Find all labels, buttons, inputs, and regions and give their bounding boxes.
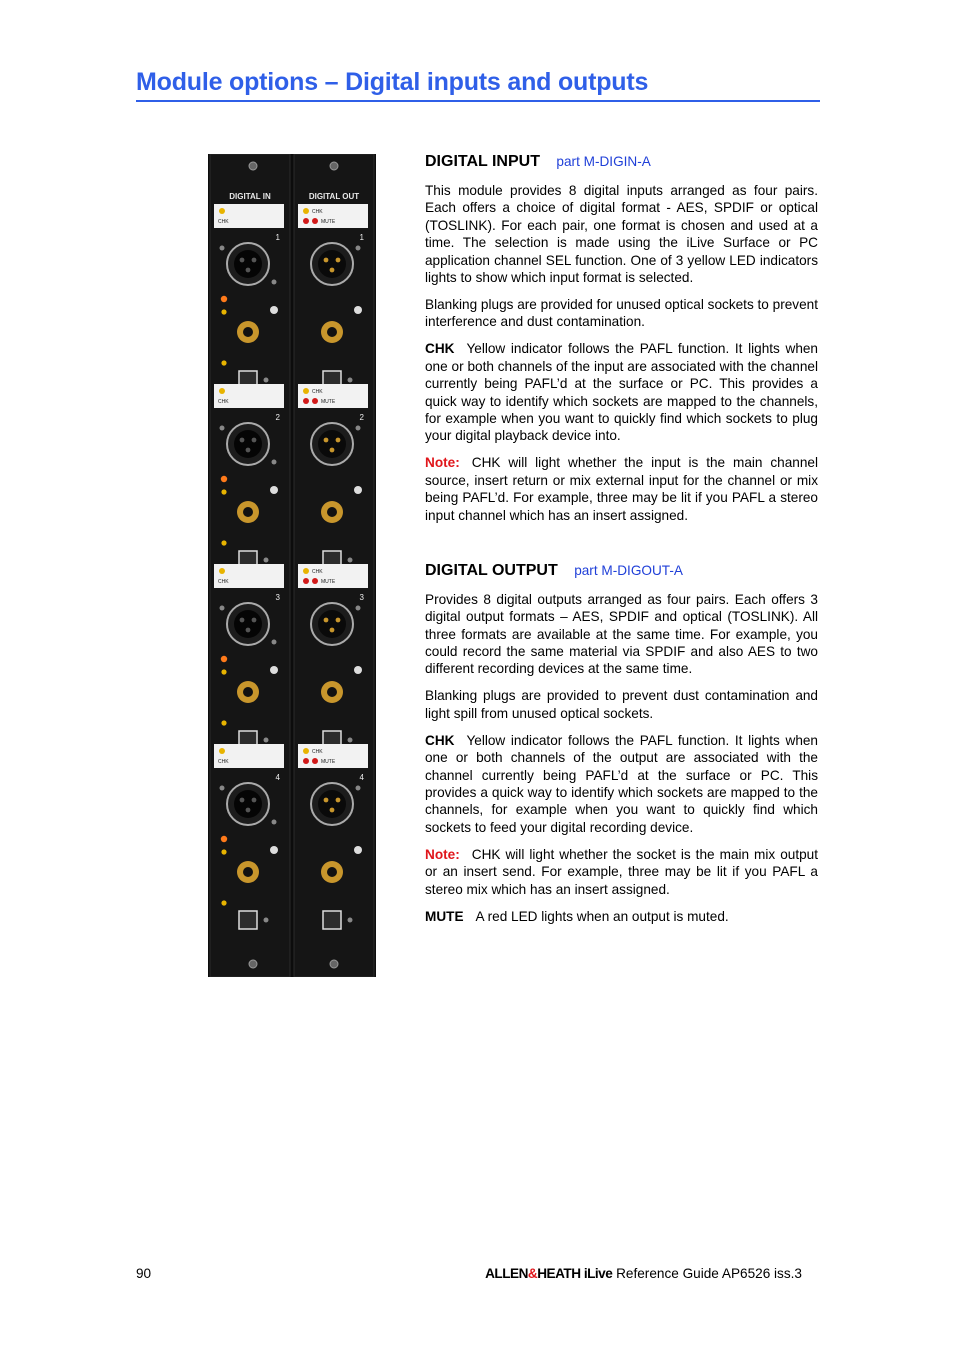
spdif-icon	[354, 846, 362, 854]
footer-reference	[485, 1266, 802, 1281]
channel-number: 4	[359, 773, 364, 782]
chk-led	[219, 388, 225, 394]
panel-screw	[348, 558, 353, 563]
panel-screw	[272, 460, 277, 465]
left-panel-label: DIGITAL IN	[229, 192, 271, 201]
panel-screw	[272, 280, 277, 285]
panel-screw	[264, 558, 269, 563]
panel-screw	[356, 426, 361, 431]
xlr-pin	[324, 798, 329, 803]
spdif-icon	[270, 846, 278, 854]
panel-screw	[356, 246, 361, 251]
xlr-pin	[336, 438, 341, 443]
channel-number: 4	[275, 773, 280, 782]
panel-screw	[272, 640, 277, 645]
panel-screw	[272, 820, 277, 825]
chk-led	[303, 208, 309, 214]
format-led	[221, 669, 226, 674]
mute-description: A red LED lights when an output is muted.	[475, 908, 729, 924]
panel-screw	[264, 738, 269, 743]
xlr-pin	[324, 438, 329, 443]
rca-input-center	[243, 327, 253, 337]
xlr-pin-hole	[240, 798, 245, 803]
chk-led	[219, 748, 225, 754]
channel-number: 1	[359, 233, 364, 242]
digital-output-note	[425, 846, 818, 898]
xlr-output-face	[318, 790, 346, 818]
chk-led	[303, 748, 309, 754]
digital-output-title: DIGITAL OUTPUT	[425, 561, 558, 579]
xlr-pin-hole	[246, 628, 251, 633]
right-panel-label: DIGITAL OUT	[308, 192, 360, 201]
xlr-pin-hole	[240, 258, 245, 263]
xlr-output-face	[318, 610, 346, 638]
chk-led	[303, 388, 309, 394]
xlr-pin	[336, 258, 341, 263]
format-led	[221, 656, 227, 662]
format-led	[221, 836, 227, 842]
format-led	[221, 540, 226, 545]
digital-output-chk	[425, 732, 818, 836]
panel-screw	[264, 918, 269, 923]
mute-label: MUTE	[321, 579, 336, 585]
note-label: Note:	[425, 846, 460, 862]
chk-led	[303, 568, 309, 574]
digital-output-intro: Provides 8 digital outputs arranged as four pairs. Each offers 3 digital output formats – AES, SPDIF and optical (TOSLINK). All three formats are available at the same time. For example, you could record the same material via SPDIF and also AES to two different recording devices at the same time.	[425, 591, 818, 677]
mute-led	[312, 758, 318, 764]
panel-screw	[330, 162, 338, 170]
mute-label: MUTE	[321, 219, 336, 225]
chk-label: CHK	[218, 759, 229, 765]
xlr-pin	[324, 618, 329, 623]
xlr-pin-hole	[240, 438, 245, 443]
xlr-pin-hole	[240, 618, 245, 623]
digital-output-heading	[425, 561, 818, 581]
digital-input-part-number: part M-DIGIN-A	[556, 154, 651, 169]
spdif-icon	[270, 666, 278, 674]
spdif-icon	[270, 306, 278, 314]
chk-label: CHK	[312, 569, 323, 575]
xlr-pin-hole	[246, 448, 251, 453]
format-led	[221, 849, 226, 854]
chk-term: CHK	[425, 732, 455, 748]
xlr-pin	[330, 628, 335, 633]
panel-screw	[330, 960, 338, 968]
mute-led	[303, 398, 309, 404]
channel-number: 3	[275, 593, 280, 602]
xlr-pin-hole	[252, 798, 257, 803]
page-number: 90	[136, 1266, 152, 1281]
mute-led	[312, 398, 318, 404]
note-text: CHK will light whether the socket is the main mix output or an insert send. For example, three may be lit if you PAFL a stereo mix which has an insert assigned.	[425, 846, 818, 897]
panel-screw	[348, 378, 353, 383]
xlr-pin-hole	[246, 808, 251, 813]
page-title: Module options – Digital inputs and outputs	[136, 66, 820, 102]
mute-led	[312, 218, 318, 224]
rca-input-center	[243, 867, 253, 877]
digital-input-blanking: Blanking plugs are provided for unused optical sockets to prevent interference and dust contamination.	[425, 297, 818, 330]
rca-output-center	[327, 687, 337, 697]
format-led	[221, 489, 226, 494]
spdif-icon	[354, 666, 362, 674]
mute-term: MUTE	[425, 908, 464, 924]
panel-screw	[220, 246, 225, 251]
spdif-icon	[270, 486, 278, 494]
chk-label: CHK	[218, 579, 229, 585]
xlr-pin-hole	[246, 268, 251, 273]
format-led	[221, 309, 226, 314]
content-column	[425, 152, 818, 935]
xlr-pin	[330, 808, 335, 813]
format-led	[221, 900, 226, 905]
rca-output-center	[327, 327, 337, 337]
mute-label: MUTE	[321, 399, 336, 405]
xlr-pin-hole	[252, 618, 257, 623]
panel-screw	[348, 918, 353, 923]
spdif-icon	[354, 306, 362, 314]
chk-term: CHK	[425, 341, 455, 357]
digital-input-note	[425, 454, 818, 524]
rca-input-center	[243, 687, 253, 697]
channel-number: 2	[359, 413, 364, 422]
format-led	[221, 720, 226, 725]
xlr-input-face	[234, 790, 262, 818]
brand-logo: ALLEN&HEATH iLive	[485, 1266, 613, 1281]
digital-input-chk	[425, 340, 818, 444]
spdif-icon	[354, 486, 362, 494]
digital-output-blanking: Blanking plugs are provided to prevent dust contamination and light spill from unused optical sockets.	[425, 688, 818, 721]
toslink-output-socket	[323, 911, 341, 929]
xlr-pin-hole	[252, 258, 257, 263]
digital-input-title: DIGITAL INPUT	[425, 153, 540, 170]
module-panels-illustration	[208, 154, 376, 977]
channel-number: 1	[275, 233, 280, 242]
digital-output-part-number: part M-DIGOUT-A	[574, 562, 683, 578]
mute-led	[303, 758, 309, 764]
digital-input-intro: This module provides 8 digital inputs arranged as four pairs. Each offers a choice of digital format - AES, SPDIF or optical (TOSLINK). For each pair, one format is chosen and used at a time. The selection is made using the iLive Surface or PC application channel SEL function. One of 3 yellow LED indicators lights to show which input format is selected.	[425, 183, 818, 286]
reference-text: Reference Guide AP6526 iss.3	[616, 1266, 802, 1281]
channel-number: 2	[275, 413, 280, 422]
rca-input-center	[243, 507, 253, 517]
panel-screw	[356, 606, 361, 611]
mute-led	[312, 578, 318, 584]
panel-screw	[356, 786, 361, 791]
panel-screw	[249, 162, 257, 170]
xlr-pin	[336, 618, 341, 623]
format-led	[221, 360, 226, 365]
xlr-input-face	[234, 430, 262, 458]
xlr-pin	[330, 448, 335, 453]
rca-output-center	[327, 507, 337, 517]
xlr-input-face	[234, 610, 262, 638]
format-led	[221, 296, 227, 302]
chk-label: CHK	[312, 389, 323, 395]
note-text: CHK will light whether the input is the main channel source, insert return or mix external input for the channel or mix being PAFL’d. For example, three may be lit if you PAFL a stereo input channel which has an insert assigned.	[425, 455, 818, 523]
toslink-input-socket	[239, 911, 257, 929]
mute-label: MUTE	[321, 759, 336, 765]
xlr-output-face	[318, 430, 346, 458]
format-led	[221, 476, 227, 482]
chk-label: CHK	[218, 399, 229, 405]
panel-screw	[249, 960, 257, 968]
xlr-pin-hole	[252, 438, 257, 443]
mute-led	[303, 578, 309, 584]
xlr-output-face	[318, 250, 346, 278]
xlr-input-face	[234, 250, 262, 278]
panel-screw	[220, 426, 225, 431]
chk-label: CHK	[312, 749, 323, 755]
panel-screw	[220, 606, 225, 611]
xlr-pin	[324, 258, 329, 263]
note-label: Note:	[425, 455, 460, 471]
module-panels-photo	[208, 154, 376, 977]
panel-screw	[348, 738, 353, 743]
xlr-pin	[336, 798, 341, 803]
channel-number: 3	[359, 593, 364, 602]
chk-description: Yellow indicator follows the PAFL function. It lights when one or both channels of the output are associated with the channel currently being PAFL’d at the surface or PC. This provides a quick way to identify which sockets are mapped to the channels, for example when you want to quickly find which sockets to feed your digital recording device.	[425, 732, 818, 835]
chk-led	[219, 208, 225, 214]
mute-led	[303, 218, 309, 224]
digital-input-heading	[425, 152, 818, 172]
panel-screw	[220, 786, 225, 791]
chk-description: Yellow indicator follows the PAFL function. It lights when one or both channels of the input are associated with the channel currently being PAFL’d at the surface or PC. This provides a quick way to identify which sockets are mapped to the channels, for example when you want to quickly find which sockets to plug your digital playback device into.	[425, 341, 818, 444]
chk-led	[219, 568, 225, 574]
chk-label: CHK	[218, 219, 229, 225]
rca-output-center	[327, 867, 337, 877]
panel-screw	[264, 378, 269, 383]
chk-label: CHK	[312, 209, 323, 215]
xlr-pin	[330, 268, 335, 273]
digital-output-mute	[425, 908, 818, 925]
